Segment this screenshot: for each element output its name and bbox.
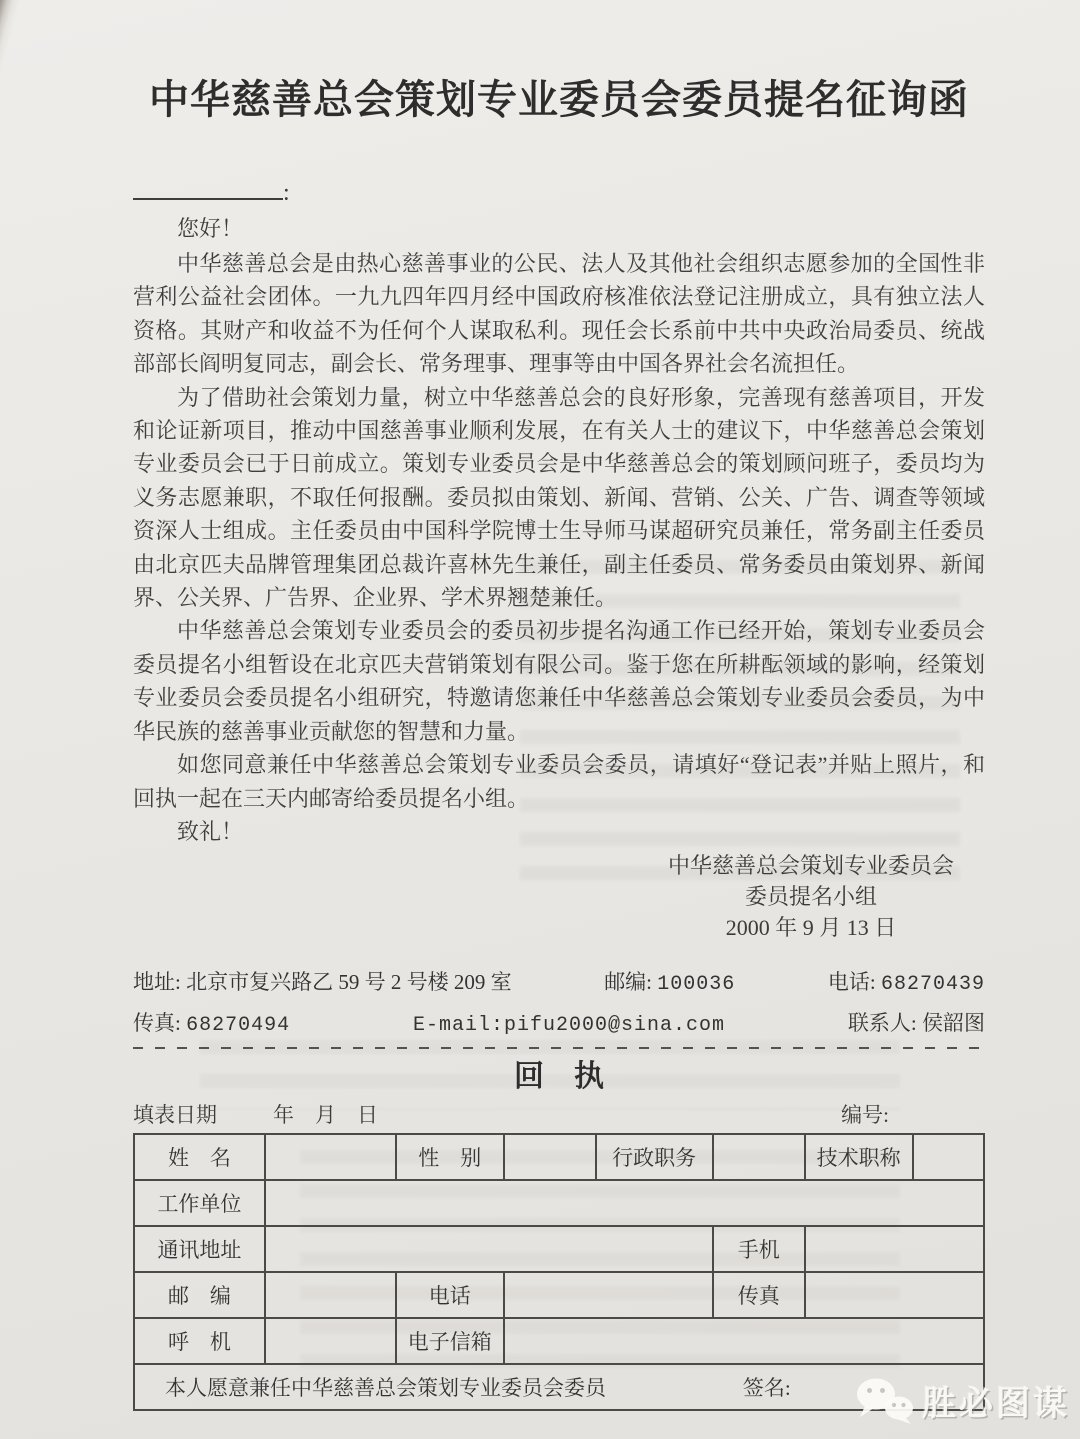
wechat-icon: [852, 1375, 918, 1425]
salutation-colon: :: [283, 180, 290, 206]
consent-statement: 本人愿意兼任中华慈善总会策划专业委员会委员: [165, 1376, 606, 1401]
admin-post-blank-cell: [713, 1134, 805, 1180]
tech-title-label: 技术职称: [805, 1134, 913, 1180]
mail-address-blank-cell: [265, 1226, 713, 1272]
fax-label: 传真: [713, 1272, 805, 1318]
phone-label: 电话: [396, 1272, 504, 1318]
paragraph-2: 为了借助社会策划力量，树立中华慈善总会的良好形象，完善现有慈善项目，开发和论证新项目，推动中国慈善事业顺利发展，在有关人士的建议下，中华慈善总会策划专业委员会已于日前成立。策划专业委员会是中华慈善总会的策划顾问班子，委员均为义务志愿兼职，不取任何报酬。委员拟由策划、新闻、营销、公关、广告、调查等领域资深人士组成。主任委员由中国科学院博士生导师马谋超研究员兼任，常务副主任委员由北京匹夫品牌管理集团总裁许喜林先生兼任，副主任委员、常务委员由策划界、新闻界、公关界、广告界、企业界、学术界翘楚兼任。: [133, 384, 985, 611]
letter-title: 中华慈善总会策划专业委员会委员提名征询函: [149, 77, 969, 122]
greeting-text: 您好！: [177, 216, 244, 241]
letter-page: [133, 0, 985, 1411]
salutation-line: [133, 176, 985, 206]
address-item: 地址: 北京市复兴路乙 59 号 2 号楼 209 室: [133, 970, 512, 995]
postcode-label: 邮 编: [134, 1272, 265, 1318]
mail-address-label: 通讯地址: [134, 1226, 265, 1272]
gender-blank-cell: [504, 1134, 596, 1180]
form-number-label: 编号:: [841, 1103, 889, 1128]
addressee-blank-underline: [133, 176, 283, 200]
contact-person-item: 联系人: 侯韶图: [847, 1011, 985, 1036]
reply-form-title: 回 执: [514, 1060, 604, 1094]
paragraph-1: 中华慈善总会是由热心慈善事业的公民、法人及其他社会组织志愿参加的全国性非营利公益社会团体。一九九四年四月经中国政府核准依法登记注册成立，具有独立法人资格。其财产和收益不为任何个人谋取私利。现任会长系前中共中央政治局委员、统战部部长阎明复同志，副会长、常务理事、理事等由中国各界社会名流担任。: [133, 251, 985, 377]
pager-blank-cell: [265, 1318, 396, 1364]
signature-org: 中华慈善总会策划专业委员会: [667, 853, 954, 879]
date-units-label: 年 月 日: [273, 1103, 378, 1128]
signature-date: 2000 年 9 月 13 日: [725, 915, 897, 941]
signature-group: 委员提名小组: [744, 884, 877, 910]
email-label: 电子信箱: [396, 1318, 504, 1364]
table-row: [134, 1318, 984, 1364]
cut-line-dashed: [133, 1047, 985, 1049]
email-item: E-mail:pifu2000@sina.com: [412, 1014, 726, 1038]
watermark: [852, 1375, 1070, 1425]
work-unit-blank-cell: [265, 1180, 984, 1226]
tech-title-blank-cell: [913, 1134, 984, 1180]
fax-blank-cell: [805, 1272, 984, 1318]
postcode-blank-cell: [265, 1272, 396, 1318]
postcode-item: 邮编: 100036: [604, 970, 736, 997]
name-label: 姓 名: [134, 1134, 265, 1180]
phone-item: 电话: 68270439: [827, 970, 985, 997]
phone-blank-cell: [504, 1272, 713, 1318]
name-blank-cell: [265, 1134, 396, 1180]
email-blank-cell: [504, 1318, 984, 1364]
reply-form-table: [133, 1133, 985, 1411]
contact-row-2: [133, 1004, 985, 1045]
letter-body: [133, 247, 985, 848]
table-row: [134, 1272, 984, 1318]
reply-form-meta: [133, 1101, 985, 1129]
paragraph-4: 如您同意兼任中华慈善总会策划专业委员会委员，请填好“登记表”并贴上照片，和回执一起在三天内邮寄给委员提名小组。: [133, 752, 985, 811]
mobile-label: 手机: [713, 1226, 805, 1272]
work-unit-label: 工作单位: [134, 1180, 265, 1226]
contact-block: [133, 963, 985, 1045]
table-row: [134, 1180, 984, 1226]
gender-label: 性 别: [396, 1134, 504, 1180]
table-row: [134, 1134, 984, 1180]
sign-label: 签名:: [742, 1376, 791, 1401]
fill-date-label: 填表日期: [133, 1103, 217, 1128]
watermark-text: 胜必图谋: [922, 1385, 1070, 1423]
admin-post-label: 行政职务: [596, 1134, 713, 1180]
mobile-blank-cell: [805, 1226, 984, 1272]
paragraph-3: 中华慈善总会策划专业委员会的委员初步提名沟通工作已经开始，策划专业委员会委员提名小组暂设在北京匹夫营销策划有限公司。鉴于您在所耕酝领域的影响，经策划专业委员会委员提名小组研究，特邀请您兼任中华慈善总会策划专业委员会委员，为中华民族的慈善事业贡献您的智慧和力量。: [133, 618, 985, 744]
fax-item: 传真: 68270494: [133, 1011, 291, 1038]
contact-row-1: [133, 963, 985, 1004]
table-row: [134, 1226, 984, 1272]
pager-label: 呼 机: [134, 1318, 265, 1364]
signature-block: [651, 850, 971, 943]
salute-text: 致礼！: [177, 818, 244, 844]
